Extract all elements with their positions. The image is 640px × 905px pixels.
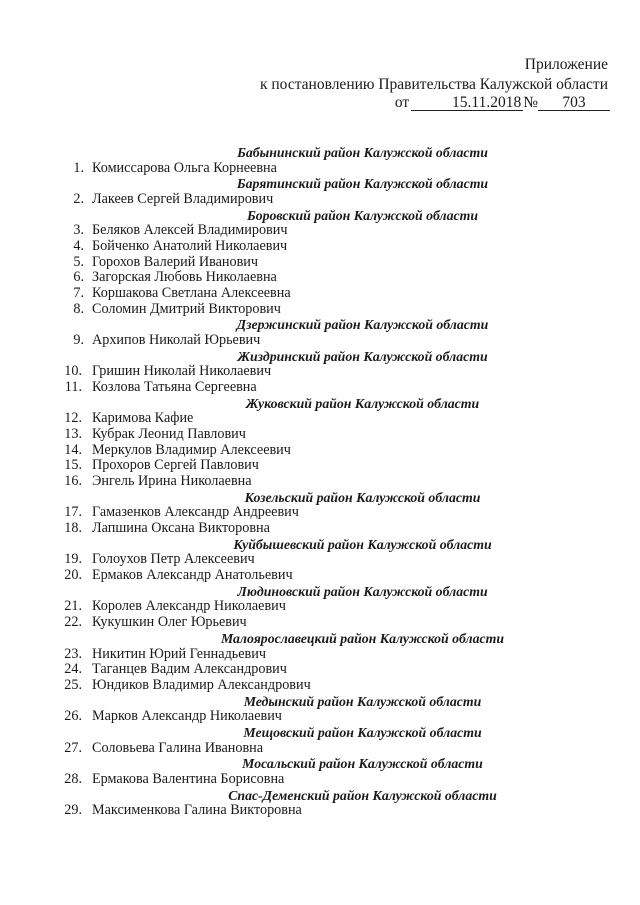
blank-line	[411, 95, 451, 111]
person-name: Загорская Любовь Николаевна	[92, 269, 277, 286]
person-name: Энгель Ирина Николаевна	[92, 473, 252, 490]
list-item	[0, 192, 640, 208]
person-name: Таганцев Вадим Александрович	[92, 661, 287, 678]
person-name: Юндиков Владимир Александрович	[92, 676, 311, 693]
list-item	[0, 709, 640, 725]
list-item	[0, 270, 640, 286]
district-heading: Козельский район Калужской области	[244, 489, 481, 505]
item-number: 4.	[73, 238, 84, 255]
item-number: 12.	[64, 410, 82, 427]
list-item	[0, 286, 640, 302]
person-name: Соломин Дмитрий Викторович	[92, 300, 281, 317]
number-value: 703	[538, 95, 610, 111]
item-number: 17.	[64, 504, 82, 521]
person-name: Соловьева Галина Ивановна	[92, 739, 264, 756]
appendix-title: Приложение	[524, 56, 608, 73]
item-number: 8.	[73, 300, 84, 317]
person-name: Меркулов Владимир Алексеевич	[92, 441, 291, 458]
item-number: 16.	[64, 473, 82, 490]
district-heading: Бабынинский район Калужской области	[237, 145, 488, 160]
list-item	[0, 458, 640, 474]
district-heading: Мещовский район Калужской области	[243, 724, 482, 740]
item-number: 3.	[73, 222, 84, 239]
list-item	[0, 474, 640, 490]
list-item	[0, 615, 640, 631]
district-heading: Дзержинский район Калужской области	[236, 317, 489, 333]
list-item	[0, 333, 640, 349]
list-item	[0, 239, 640, 255]
appendix-subtitle: к постановлению Правительства Калужской области	[259, 76, 608, 93]
person-name: Ермаков Александр Анатольевич	[92, 567, 293, 584]
number-label: №	[523, 94, 538, 111]
person-name: Коршакова Светлана Алексеевна	[92, 285, 291, 302]
date-value: 15.11.2018	[452, 94, 522, 111]
district-heading: Куйбышевский район Калужской области	[233, 536, 492, 552]
list-item	[0, 599, 640, 615]
list-item	[0, 380, 640, 396]
list-item	[0, 223, 640, 239]
person-name: Бойченко Анатолий Николаевич	[92, 238, 288, 255]
item-number: 7.	[73, 285, 84, 302]
item-number: 29.	[64, 802, 82, 819]
from-label: от	[394, 94, 410, 111]
item-number: 26.	[64, 708, 82, 725]
person-name: Максименкова Галина Викторовна	[92, 802, 302, 819]
district-heading: Людиновский район Калужской области	[237, 583, 488, 599]
item-number: 25.	[64, 676, 82, 693]
person-name: Никитин Юрий Геннадьевич	[92, 645, 266, 662]
item-number: 14.	[64, 441, 82, 458]
district-heading: Спас-Деменский район Калужской области	[228, 787, 497, 803]
item-number: 24.	[64, 661, 82, 678]
item-number: 22.	[64, 614, 82, 631]
item-number: 5.	[73, 253, 84, 270]
list-item	[0, 302, 640, 318]
person-name: Комиссарова Ольга Корнеевна	[92, 159, 277, 176]
item-number: 21.	[64, 598, 82, 615]
item-number: 27.	[64, 739, 82, 756]
item-number: 15.	[64, 457, 82, 474]
list-item	[0, 678, 640, 694]
district-heading: Боровский район Калужской области	[246, 207, 479, 223]
item-number: 19.	[64, 551, 82, 568]
person-name: Голоухов Петр Алексеевич	[92, 551, 255, 568]
list-item	[0, 647, 640, 663]
list-item	[0, 521, 640, 537]
person-name: Лакеев Сергей Владимирович	[92, 191, 274, 208]
list-item	[0, 568, 640, 584]
list-item	[0, 772, 640, 788]
person-name: Лапшина Оксана Викторовна	[92, 520, 270, 537]
district-heading: Малоярославецкий район Калужской области	[220, 630, 505, 646]
district-heading: Жиздринский район Калужской области	[237, 348, 488, 364]
list-item	[0, 662, 640, 678]
person-name: Прохоров Сергей Павлович	[92, 457, 259, 474]
person-name: Королев Александр Николаевич	[92, 598, 286, 615]
district-heading: Медынский район Калужской области	[243, 693, 482, 709]
list-item	[0, 741, 640, 757]
person-name: Горохов Валерий Иванович	[92, 253, 259, 270]
district-heading: Барятинский район Калужской области	[236, 176, 489, 192]
list-item	[0, 552, 640, 568]
item-number: 13.	[64, 426, 82, 443]
person-name: Гамазенков Александр Андреевич	[92, 504, 299, 521]
person-name: Кукушкин Олег Юрьевич	[92, 614, 247, 631]
district-heading: Мосальский район Калужской области	[242, 756, 483, 772]
list-item	[0, 364, 640, 380]
list-item	[0, 505, 640, 521]
item-number: 20.	[64, 567, 82, 584]
person-name: Ермакова Валентина Борисовна	[92, 770, 285, 787]
list-item	[0, 443, 640, 459]
item-number: 11.	[64, 379, 82, 396]
item-number: 23.	[64, 645, 82, 662]
district-heading: Жуковский район Калужской области	[245, 395, 480, 411]
item-number: 28.	[64, 770, 82, 787]
item-number: 6.	[73, 269, 84, 286]
person-name: Гришин Николай Николаевич	[92, 363, 272, 380]
person-name: Архипов Николай Юрьевич	[92, 332, 261, 349]
person-name: Марков Александр Николаевич	[92, 708, 282, 725]
item-number: 18.	[64, 520, 82, 537]
person-name: Кубрак Леонид Павлович	[92, 426, 246, 443]
list-item	[0, 411, 640, 427]
item-number: 1.	[73, 159, 84, 176]
appointee-list	[0, 145, 640, 819]
item-number: 2.	[73, 191, 84, 208]
list-item	[0, 427, 640, 443]
date-number-row	[395, 94, 610, 112]
person-name: Каримова Кафие	[92, 410, 194, 427]
list-item	[0, 161, 640, 177]
list-item	[0, 255, 640, 271]
person-name: Беляков Алексей Владимирович	[92, 222, 288, 239]
list-item	[0, 803, 640, 819]
person-name: Козлова Татьяна Сергеевна	[92, 379, 257, 396]
item-number: 10.	[64, 363, 82, 380]
item-number: 9.	[73, 332, 84, 349]
